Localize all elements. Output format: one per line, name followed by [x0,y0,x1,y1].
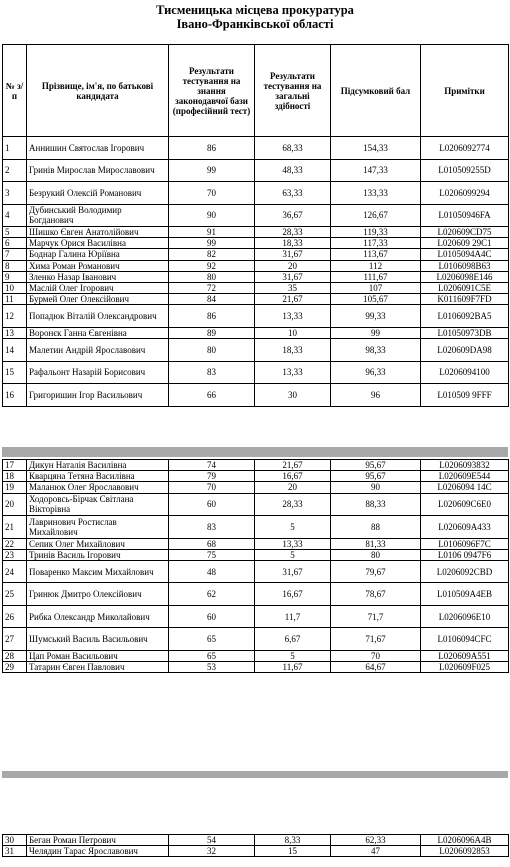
general-abilities-score: 35 [255,282,331,293]
candidate-name: Аннишин Святослав Ігорович [27,137,169,160]
note-code: L020609F025 [421,662,509,673]
candidate-name: Тринів Василь Ігорович [27,549,169,560]
general-abilities-score: 6,67 [255,628,331,651]
row-number: 19 [3,482,27,493]
candidate-name: Бурмей Олег Олексійович [27,294,169,305]
table-header-row [3,45,509,137]
professional-test-score: 86 [169,137,255,160]
note-code: L020609C6E0 [421,493,509,516]
table-row [3,260,509,271]
table-row [3,583,509,606]
note-code: L010509 9FFF [421,384,509,407]
total-score: 78,67 [331,583,421,606]
total-score: 126,67 [331,204,421,227]
candidate-name: Гринюк Дмитро Олексійович [27,583,169,606]
row-number: 26 [3,605,27,628]
total-score: 96,33 [331,361,421,384]
note-code: L0206093832 [421,460,509,471]
note-code: L0106092BA5 [421,305,509,328]
table-row [3,538,509,549]
table-row [3,460,509,471]
row-number: 17 [3,460,27,471]
note-code: L0206094 14C [421,482,509,493]
row-number: 21 [3,516,27,539]
note-code: L0206096E10 [421,605,509,628]
row-number: 25 [3,583,27,606]
row-number: 2 [3,159,27,182]
candidate-name: Марчук Орися Василівна [27,238,169,249]
general-abilities-score: 11,67 [255,662,331,673]
note-code: L0206091C5E [421,282,509,293]
note-code: L010509A4EB [421,583,509,606]
header-professional-test: Результати тестування на знання законодавчої бази (професійний тест) [169,45,255,137]
note-code: L020609 29C1 [421,238,509,249]
row-number: 30 [3,835,27,846]
general-abilities-score: 18,33 [255,238,331,249]
professional-test-score: 72 [169,282,255,293]
total-score: 111,67 [331,271,421,282]
note-code: L0106096F7C [421,538,509,549]
candidate-name: Маланюк Олег Ярославович [27,482,169,493]
table-row [3,605,509,628]
general-abilities-score: 21,67 [255,460,331,471]
candidate-name: Ходоровсь-Бірчак Світлана Вікторівна [27,493,169,516]
note-code: L010509255D [421,159,509,182]
row-number: 15 [3,361,27,384]
results-table-part-1 [2,44,509,407]
total-score: 95,67 [331,471,421,482]
professional-test-score: 68 [169,538,255,549]
professional-test-score: 80 [169,271,255,282]
row-number: 4 [3,204,27,227]
table-row [3,137,509,160]
professional-test-score: 86 [169,305,255,328]
candidate-name: Дикун Наталія Василівна [27,460,169,471]
general-abilities-score: 20 [255,482,331,493]
note-code: L0105094A4C [421,249,509,260]
table-row [3,549,509,560]
general-abilities-score: 15 [255,846,331,857]
table-row [3,238,509,249]
total-score: 105,67 [331,294,421,305]
professional-test-score: 79 [169,471,255,482]
candidate-name: Зленко Назар Іванович [27,271,169,282]
row-number: 14 [3,339,27,362]
candidate-name: Кварцяна Тетяна Василівна [27,471,169,482]
candidate-name: Шумський Василь Васильович [27,628,169,651]
table-row [3,339,509,362]
general-abilities-score: 30 [255,384,331,407]
general-abilities-score: 18,33 [255,339,331,362]
general-abilities-score: 16,67 [255,471,331,482]
total-score: 71,67 [331,628,421,651]
total-score: 99,33 [331,305,421,328]
candidate-name: Цап Роман Васильович [27,650,169,661]
table-row [3,560,509,583]
candidate-name: Воронєк Ганна Євгенівна [27,327,169,338]
professional-test-score: 83 [169,516,255,539]
title-line-1: Тисменицька місцева прокуратура [156,3,354,17]
row-number: 20 [3,493,27,516]
table-row [3,159,509,182]
note-code: L020609A433 [421,516,509,539]
professional-test-score: 60 [169,493,255,516]
candidate-name: Беган Роман Петрович [27,835,169,846]
total-score: 98,33 [331,339,421,362]
professional-test-score: 99 [169,238,255,249]
row-number: 29 [3,662,27,673]
results-table-part-2 [2,459,509,673]
table-row [3,493,509,516]
row-number: 3 [3,182,27,205]
candidate-name: Челядин Тарас Ярославович [27,846,169,857]
total-score: 81,33 [331,538,421,549]
table-row [3,384,509,407]
total-score: 96 [331,384,421,407]
row-number: 7 [3,249,27,260]
candidate-name: Малетин Андрій Ярославович [27,339,169,362]
table-row [3,361,509,384]
note-code: L0106098B63 [421,260,509,271]
header-total: Підсумковий бал [331,45,421,137]
table-row [3,835,509,846]
general-abilities-score: 21,67 [255,294,331,305]
table-row [3,227,509,238]
general-abilities-score: 13,33 [255,305,331,328]
header-number: № з/п [3,45,27,137]
note-code: L0206098E146 [421,271,509,282]
professional-test-score: 70 [169,482,255,493]
row-number: 28 [3,650,27,661]
note-code: L0206092853 [421,846,509,857]
candidate-name: Гринів Мирослав Мирославович [27,159,169,182]
total-score: 113,67 [331,249,421,260]
general-abilities-score: 11,7 [255,605,331,628]
professional-test-score: 89 [169,327,255,338]
total-score: 88,33 [331,493,421,516]
candidate-name: Маслій Олег Ігорович [27,282,169,293]
professional-test-score: 82 [169,249,255,260]
candidate-name: Поваренко Максим Михайлович [27,560,169,583]
professional-test-score: 92 [169,260,255,271]
table-row [3,305,509,328]
candidate-name: Безрукий Олексій Романович [27,182,169,205]
professional-test-score: 75 [169,549,255,560]
candidate-name: Лавринович Ростислав Михайлович [27,516,169,539]
row-number: 18 [3,471,27,482]
page-title [0,0,510,31]
professional-test-score: 84 [169,294,255,305]
professional-test-score: 90 [169,204,255,227]
general-abilities-score: 13,33 [255,361,331,384]
professional-test-score: 83 [169,361,255,384]
professional-test-score: 65 [169,650,255,661]
row-number: 24 [3,560,27,583]
general-abilities-score: 31,67 [255,560,331,583]
table-row [3,249,509,260]
general-abilities-score: 10 [255,327,331,338]
general-abilities-score: 5 [255,516,331,539]
professional-test-score: 99 [169,159,255,182]
candidate-name: Сепик Олег Михайлович [27,538,169,549]
total-score: 107 [331,282,421,293]
candidate-name: Рибка Олександр Миколайович [27,605,169,628]
total-score: 80 [331,549,421,560]
total-score: 133,33 [331,182,421,205]
note-code: L020609A551 [421,650,509,661]
candidate-name: Рафальонт Назарій Борисович [27,361,169,384]
professional-test-score: 70 [169,182,255,205]
row-number: 22 [3,538,27,549]
professional-test-score: 32 [169,846,255,857]
page-break-separator [2,771,508,778]
general-abilities-score: 16,67 [255,583,331,606]
professional-test-score: 74 [169,460,255,471]
note-code: K011609F7FD [421,294,509,305]
table-row [3,204,509,227]
total-score: 95,67 [331,460,421,471]
total-score: 62,33 [331,835,421,846]
row-number: 16 [3,384,27,407]
general-abilities-score: 13,33 [255,538,331,549]
total-score: 99 [331,327,421,338]
table-row [3,282,509,293]
general-abilities-score: 20 [255,260,331,271]
table-row [3,271,509,282]
professional-test-score: 80 [169,339,255,362]
professional-test-score: 60 [169,605,255,628]
general-abilities-score: 5 [255,650,331,661]
candidate-name: Хима Роман Романович [27,260,169,271]
total-score: 79,67 [331,560,421,583]
total-score: 71,7 [331,605,421,628]
header-name: Прізвище, ім'я, по батькові кандидата [27,45,169,137]
table-row [3,471,509,482]
title-line-2: Івано-Франківської області [176,17,334,31]
table-row [3,294,509,305]
note-code: L020609E544 [421,471,509,482]
candidate-name: Григоришин Ігор Васильович [27,384,169,407]
total-score: 119,33 [331,227,421,238]
row-number: 1 [3,137,27,160]
general-abilities-score: 8,33 [255,835,331,846]
candidate-name: Шишко Євген Анатолійович [27,227,169,238]
professional-test-score: 54 [169,835,255,846]
professional-test-score: 62 [169,583,255,606]
row-number: 12 [3,305,27,328]
note-code: L0206094100 [421,361,509,384]
total-score: 154,33 [331,137,421,160]
row-number: 9 [3,271,27,282]
header-general-abilities: Результати тестування на загальні здібності [255,45,331,137]
note-code: L01050946FA [421,204,509,227]
candidate-name: Боднар Галина Юріївна [27,249,169,260]
total-score: 47 [331,846,421,857]
row-number: 23 [3,549,27,560]
note-code: L020609DA98 [421,339,509,362]
total-score: 70 [331,650,421,661]
professional-test-score: 48 [169,560,255,583]
table-row [3,182,509,205]
row-number: 5 [3,227,27,238]
row-number: 31 [3,846,27,857]
general-abilities-score: 48,33 [255,159,331,182]
candidate-name: Дубинський Володимир Богданович [27,204,169,227]
candidate-name: Попадюк Віталій Олександрович [27,305,169,328]
general-abilities-score: 28,33 [255,227,331,238]
row-number: 11 [3,294,27,305]
table-row [3,628,509,651]
table-row [3,516,509,539]
note-code: L0206099294 [421,182,509,205]
total-score: 90 [331,482,421,493]
results-table-part-3 [2,834,509,857]
total-score: 88 [331,516,421,539]
general-abilities-score: 63,33 [255,182,331,205]
professional-test-score: 66 [169,384,255,407]
table-row [3,327,509,338]
general-abilities-score: 31,67 [255,249,331,260]
general-abilities-score: 31,67 [255,271,331,282]
row-number: 27 [3,628,27,651]
row-number: 10 [3,282,27,293]
professional-test-score: 53 [169,662,255,673]
table-row [3,650,509,661]
row-number: 8 [3,260,27,271]
table-row [3,482,509,493]
note-code: L01050973DB [421,327,509,338]
note-code: L0106 0947F6 [421,549,509,560]
candidate-name: Татарин Євген Павлович [27,662,169,673]
page-break-separator [2,447,508,457]
note-code: L0206096A4B [421,835,509,846]
total-score: 112 [331,260,421,271]
note-code: L020609CD75 [421,227,509,238]
general-abilities-score: 36,67 [255,204,331,227]
header-notes: Примітки [421,45,509,137]
professional-test-score: 91 [169,227,255,238]
note-code: L0106094CFC [421,628,509,651]
table-row [3,846,509,857]
total-score: 147,33 [331,159,421,182]
total-score: 117,33 [331,238,421,249]
professional-test-score: 65 [169,628,255,651]
note-code: L0206092774 [421,137,509,160]
general-abilities-score: 28,33 [255,493,331,516]
row-number: 6 [3,238,27,249]
general-abilities-score: 5 [255,549,331,560]
general-abilities-score: 68,33 [255,137,331,160]
note-code: L0206092CBD [421,560,509,583]
table-row [3,662,509,673]
total-score: 64,67 [331,662,421,673]
row-number: 13 [3,327,27,338]
